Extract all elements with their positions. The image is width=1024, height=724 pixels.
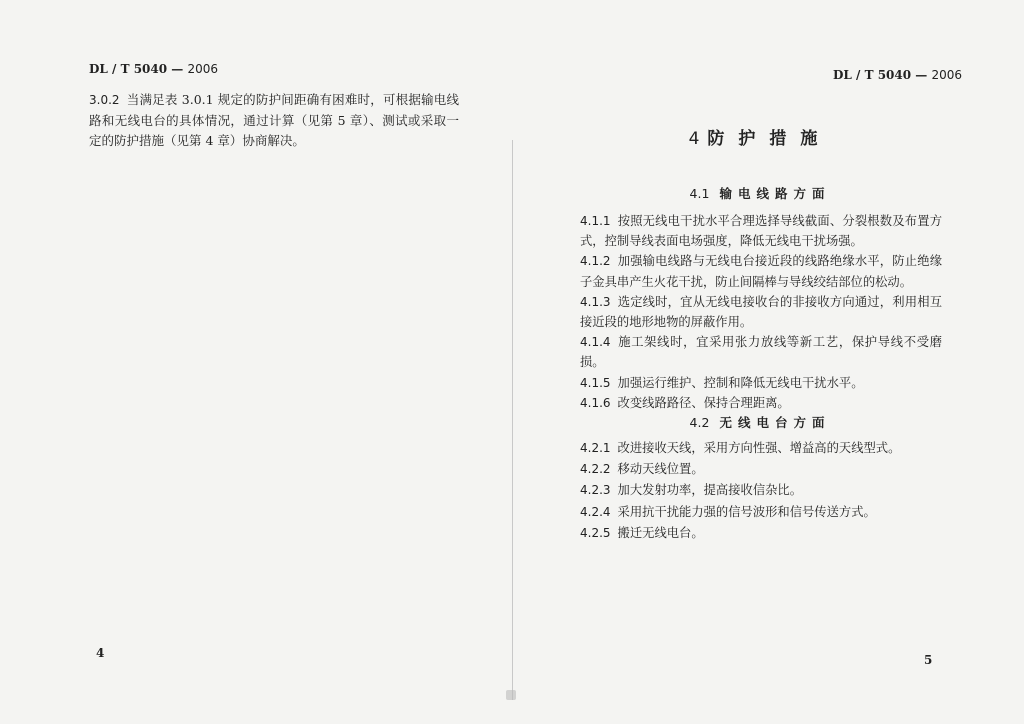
clause-text: 加强输电线路与无线电台接近段的线路绝缘水平，防止绝缘子金具串产生火花干扰，防止间隔棒与导线绞结部位的松动。 <box>580 254 942 289</box>
clause-number: 4.2.1 <box>580 441 611 455</box>
clause-number: 4.2.5 <box>580 525 611 540</box>
clause-item <box>580 393 942 413</box>
header-dash: — <box>167 62 188 76</box>
clause-text: 改进接收天线，采用方向性强、增益高的天线型式。 <box>617 441 901 455</box>
clause-text: 搬迁无线电台。 <box>617 525 704 540</box>
clause-text: 当满足表 3.0.1 规定的防护间距确有困难时，可根据输电线路和无线电台的具体情况，通过计算（见第 5 章）、测试或采取一定的防护措施（见第 4 章）协商解决。 <box>89 92 459 149</box>
chapter-number: 4 <box>688 129 702 149</box>
clause-item <box>580 292 942 332</box>
clause-number: 4.2.4 <box>580 504 611 519</box>
standard-code: DL / T 5040 <box>89 62 168 76</box>
clause-item <box>580 373 942 393</box>
clause-item <box>580 523 942 543</box>
section-number: 4.2 <box>689 415 710 430</box>
clause-text: 按照无线电干扰水平合理选择导线截面、分裂根数及布置方式，控制导线表面电场强度，降低无线电干扰场强。 <box>580 214 942 249</box>
clause-text: 改变线路路径、保持合理距离。 <box>617 395 790 410</box>
standard-code: DL / T 5040 <box>833 68 912 82</box>
right-page-header <box>833 68 962 82</box>
section-number: 4.1 <box>689 186 710 201</box>
clause-number: 4.1.4 <box>580 335 611 350</box>
clause-text: 选定线时，宜从无线电接收台的非接收方向通过，利用相互接近段的地形地物的屏蔽作用。 <box>580 294 942 330</box>
standard-year: 2006 <box>187 62 218 76</box>
clause-item <box>580 438 942 458</box>
clause-number: 4.1.3 <box>580 294 611 309</box>
clause-text: 加大发射功率，提高接收信杂比。 <box>617 483 803 498</box>
clause-number: 3.0.2 <box>89 93 120 107</box>
section-4-2-clauses <box>580 438 942 544</box>
clause-item <box>580 480 942 500</box>
clause-number: 4.1.6 <box>580 395 611 410</box>
right-page-number: 5 <box>924 653 933 667</box>
scan-mark <box>506 690 516 700</box>
clause-item <box>580 211 942 251</box>
left-page-header <box>89 62 218 76</box>
clause-number: 4.2.2 <box>580 462 611 477</box>
section-title-4-2 <box>580 413 940 431</box>
section-4-1-clauses <box>580 211 942 413</box>
clause-text: 加强运行维护、控制和降低无线电干扰水平。 <box>617 375 864 390</box>
section-title-4-1 <box>580 184 940 202</box>
standard-year: 2006 <box>931 68 962 82</box>
clause-item <box>580 459 942 479</box>
clause-item <box>580 251 942 291</box>
clause-number: 4.1.5 <box>580 375 611 390</box>
clause-item <box>580 502 942 522</box>
chapter-title <box>580 124 940 149</box>
header-dash: — <box>911 68 932 82</box>
clause-number: 4.2.3 <box>580 483 611 498</box>
section-heading: 无线电台方面 <box>719 415 831 430</box>
clause-3-0-2 <box>89 90 459 152</box>
clause-item <box>580 332 942 372</box>
section-heading: 输电线路方面 <box>719 186 831 201</box>
clause-text: 施工架线时，宜采用张力放线等新工艺，保护导线不受磨损。 <box>580 335 942 370</box>
left-page-number: 4 <box>96 646 105 660</box>
chapter-heading: 防护措施 <box>707 129 832 149</box>
clause-text: 移动天线位置。 <box>617 462 704 477</box>
clause-number: 4.1.2 <box>580 254 611 269</box>
clause-text: 采用抗干扰能力强的信号波形和信号传送方式。 <box>617 504 876 519</box>
page-gutter <box>512 140 513 700</box>
clause-number: 4.1.1 <box>580 214 611 228</box>
